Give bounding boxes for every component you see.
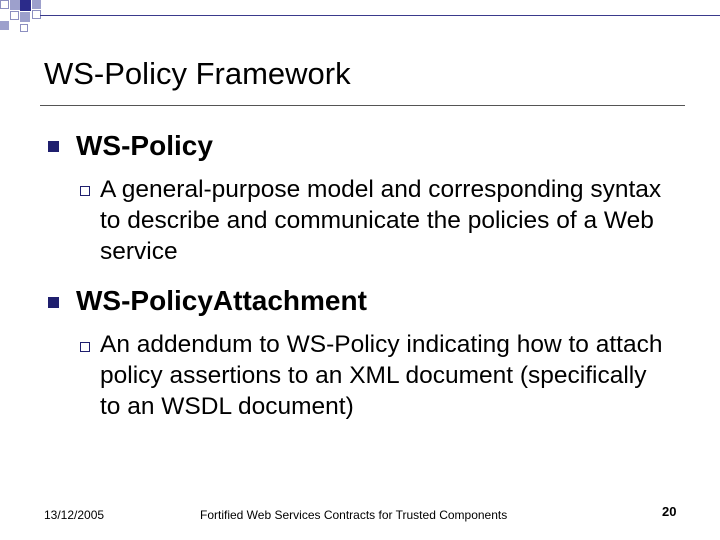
bullet-heading: WS-Policy [76,130,213,161]
filled-square-icon [48,297,59,308]
footer-title: Fortified Web Services Contracts for Trusted Components [200,508,508,522]
filled-square-icon [48,141,59,152]
hollow-square-icon [80,342,90,352]
bullet-subtext: A general-purpose model and corresponding syntax to describe and communicate the policies of a Web service [100,176,662,265]
bullet-subtext: An addendum to WS-Policy indicating how to attach policy assertions to an XML document (specifically to an WSDL document) [100,331,663,420]
page-number: 20 [662,504,677,519]
slide-title: WS-Policy Framework [44,56,351,91]
title-divider [40,105,685,106]
bullet-heading: WS-PolicyAttachment [76,285,367,316]
hollow-square-icon [80,186,90,196]
footer-date: 13/12/2005 [44,508,105,522]
top-divider [40,15,720,16]
